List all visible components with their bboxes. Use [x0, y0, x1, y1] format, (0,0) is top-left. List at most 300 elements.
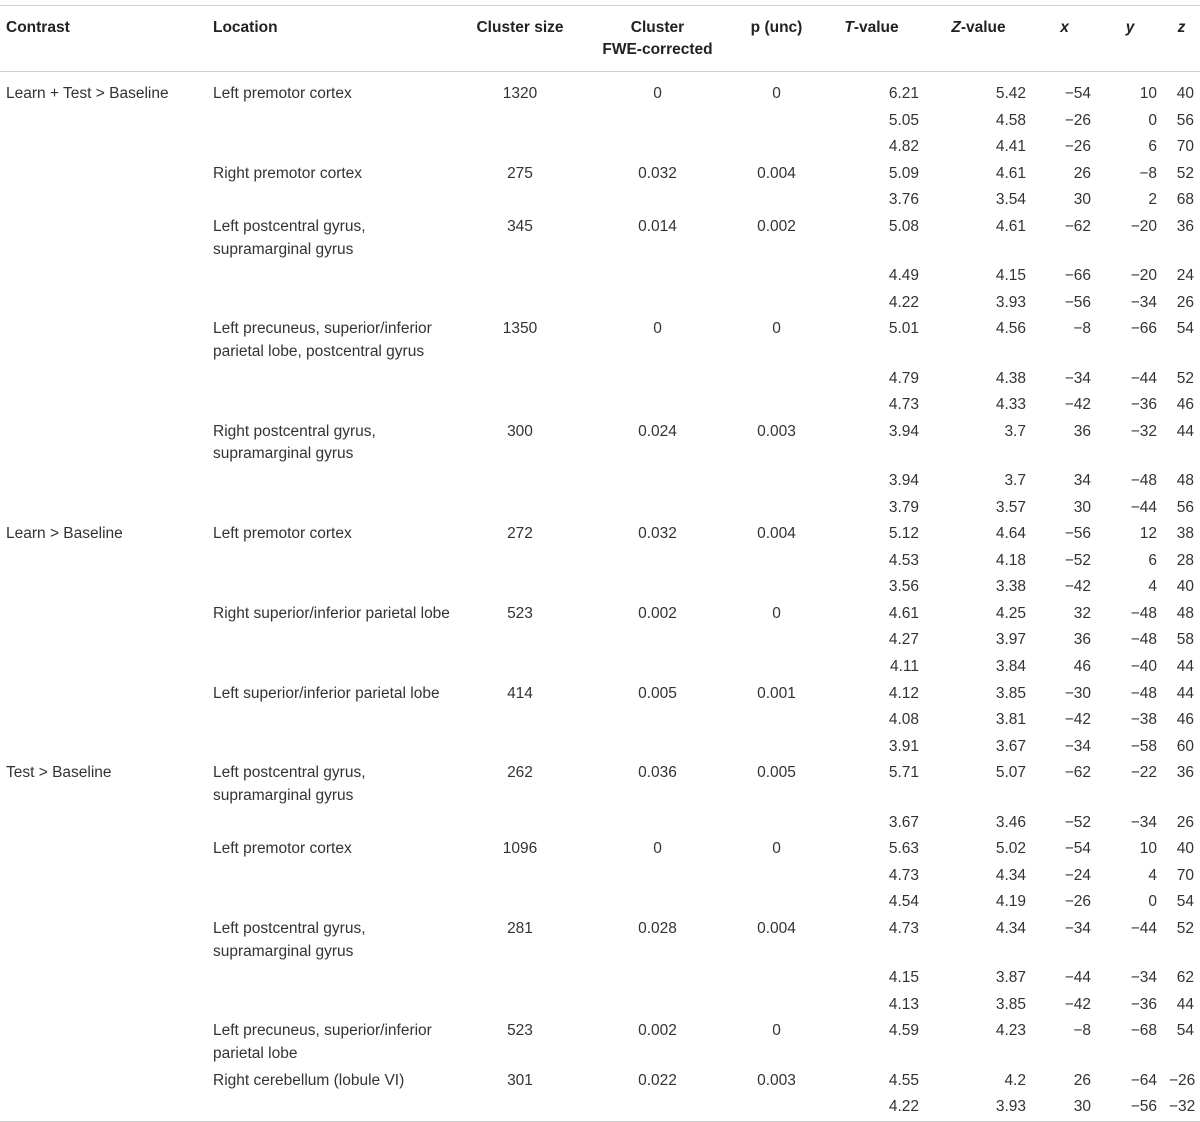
cell-t-value: 4.27	[888, 631, 919, 649]
table-row	[0, 916, 1200, 965]
cell-cluster-size: 300	[507, 422, 533, 440]
cell-p-unc	[735, 734, 818, 761]
cell-z-value: 3.7	[1004, 471, 1026, 489]
cell-cluster-fwe: 0.024	[638, 422, 677, 440]
cell-contrast	[0, 134, 207, 161]
cell-location	[207, 707, 460, 734]
cell-y: −34	[1130, 969, 1157, 987]
header-p-unc: p (unc)	[750, 19, 803, 36]
cell-x: −24	[1064, 866, 1091, 884]
cell-cluster-fwe	[580, 187, 735, 214]
cell-x: −52	[1064, 813, 1091, 831]
cell-p-unc	[735, 548, 818, 575]
cell-contrast	[0, 366, 207, 393]
table-row	[0, 468, 1200, 495]
table-row	[0, 161, 1200, 188]
cell-location: Right premotor cortex	[213, 164, 363, 182]
cell-contrast	[0, 108, 207, 135]
cell-contrast	[0, 1068, 207, 1095]
cell-contrast: Learn > Baseline	[6, 525, 123, 543]
cell-x: −56	[1064, 525, 1091, 543]
cell-t-value: 3.91	[888, 737, 919, 755]
cell-z-value: 4.2	[1004, 1071, 1026, 1089]
cell-z: 40	[1176, 85, 1194, 102]
table-row	[0, 992, 1200, 1019]
cell-t-value: 4.22	[888, 293, 919, 311]
cell-cluster-fwe: 0	[653, 840, 662, 858]
cell-cluster-size	[460, 734, 580, 761]
cell-cluster-fwe	[580, 495, 735, 522]
results-table-container	[0, 5, 1200, 1122]
cell-z-value: 5.02	[995, 840, 1026, 858]
cell-x: −8	[1073, 1022, 1091, 1040]
cell-cluster-fwe	[580, 290, 735, 317]
cell-contrast	[0, 965, 207, 992]
cell-cluster-fwe	[580, 1094, 735, 1121]
cell-contrast	[0, 316, 207, 365]
cell-z: 54	[1176, 320, 1194, 338]
cell-x: 36	[1073, 631, 1091, 649]
cell-x: −62	[1064, 217, 1091, 235]
cell-z: 62	[1176, 969, 1194, 987]
cell-y: 4	[1148, 578, 1157, 596]
cell-t-value: 4.22	[888, 1098, 919, 1116]
cell-location	[207, 889, 460, 916]
cell-location: Right cerebellum (lobule VI)	[213, 1071, 405, 1089]
cell-location: Left postcentral gyrus, supramarginal gyrus	[213, 920, 366, 960]
cell-location: Left premotor cortex	[213, 525, 352, 543]
cell-cluster-fwe	[580, 108, 735, 135]
cell-t-value: 4.08	[888, 711, 919, 729]
table-row	[0, 1068, 1200, 1095]
cell-z-value: 5.42	[995, 85, 1026, 102]
table-row	[0, 889, 1200, 916]
cell-p-unc: 0.004	[757, 525, 796, 543]
cell-y: −38	[1130, 711, 1157, 729]
cell-location	[207, 965, 460, 992]
cell-t-value: 5.71	[888, 764, 919, 782]
cell-x: 30	[1073, 191, 1091, 209]
cell-p-unc	[735, 654, 818, 681]
cell-y: −44	[1130, 498, 1157, 516]
cell-y: 12	[1139, 525, 1157, 543]
cell-x: 32	[1073, 604, 1091, 622]
header-location: Location	[213, 19, 278, 36]
cell-cluster-fwe: 0.005	[638, 684, 677, 702]
cell-x: 36	[1073, 422, 1091, 440]
cell-location: Left precuneus, superior/inferior parietal lobe	[213, 1022, 432, 1062]
cell-contrast: Learn + Test > Baseline	[6, 85, 169, 102]
cell-cluster-fwe: 0.014	[638, 217, 677, 235]
cell-z: 40	[1176, 578, 1194, 596]
cell-cluster-size	[460, 627, 580, 654]
table-header	[0, 6, 1200, 72]
cell-p-unc: 0.003	[757, 1071, 796, 1089]
cell-x: −56	[1064, 293, 1091, 311]
cell-z: 44	[1176, 684, 1194, 702]
cell-z: 24	[1176, 267, 1194, 285]
cell-z: 48	[1176, 604, 1194, 622]
cell-t-value: 4.73	[888, 396, 919, 414]
cell-cluster-size: 523	[507, 1022, 533, 1040]
cell-z-value: 3.97	[995, 631, 1026, 649]
cell-z-value: 3.93	[995, 293, 1026, 311]
cell-contrast	[0, 495, 207, 522]
header-x: x	[1060, 19, 1069, 36]
cell-p-unc: 0.004	[757, 164, 796, 182]
cell-cluster-fwe	[580, 392, 735, 419]
cell-z-value: 3.46	[995, 813, 1026, 831]
cell-x: −30	[1064, 684, 1091, 702]
table-row	[0, 366, 1200, 393]
cell-location	[207, 574, 460, 601]
cell-contrast	[0, 574, 207, 601]
cell-y: −44	[1130, 369, 1157, 387]
cell-cluster-fwe: 0	[653, 320, 662, 338]
cell-cluster-size: 301	[507, 1071, 533, 1089]
header-t-suffix: -value	[853, 19, 899, 36]
cell-cluster-size	[460, 1094, 580, 1121]
cell-z-value: 4.38	[995, 369, 1026, 387]
cell-contrast	[0, 214, 207, 263]
cell-contrast	[0, 992, 207, 1019]
cell-contrast	[0, 916, 207, 965]
cell-t-value: 5.05	[888, 111, 919, 129]
cell-x: −42	[1064, 578, 1091, 596]
cell-z-value: 4.34	[995, 920, 1026, 937]
header-t-symbol: T	[844, 19, 854, 36]
cell-y: −68	[1130, 1022, 1157, 1040]
cell-location	[207, 548, 460, 575]
cell-contrast	[0, 836, 207, 863]
cell-x: −34	[1064, 737, 1091, 755]
cell-t-value: 3.94	[888, 422, 919, 440]
cell-cluster-size	[460, 889, 580, 916]
cell-cluster-fwe	[580, 654, 735, 681]
cell-z-value: 3.57	[995, 498, 1026, 516]
cell-z: 44	[1176, 658, 1194, 676]
cell-x: −34	[1064, 920, 1091, 937]
cell-location	[207, 627, 460, 654]
cell-z-value: 5.07	[995, 764, 1026, 782]
cell-cluster-size	[460, 263, 580, 290]
cell-z: 36	[1176, 217, 1194, 235]
cell-z-value: 4.15	[995, 267, 1026, 285]
cell-z: 54	[1176, 893, 1194, 911]
cell-cluster-size: 1320	[502, 85, 538, 102]
table-row	[0, 627, 1200, 654]
cell-cluster-fwe	[580, 734, 735, 761]
cell-x: −42	[1064, 995, 1091, 1013]
cell-z: 40	[1176, 840, 1194, 858]
cell-t-value: 4.59	[888, 1022, 919, 1040]
table-row	[0, 601, 1200, 628]
cell-cluster-size	[460, 548, 580, 575]
cell-t-value: 4.73	[888, 866, 919, 884]
table-row	[0, 1018, 1200, 1067]
cell-p-unc	[735, 889, 818, 916]
cell-y: −34	[1130, 293, 1157, 311]
cell-t-value: 3.76	[888, 191, 919, 209]
table-row	[0, 836, 1200, 863]
cell-location: Left postcentral gyrus, supramarginal gyrus	[213, 217, 366, 258]
cell-x: 46	[1073, 658, 1091, 676]
cell-p-unc	[735, 187, 818, 214]
cell-p-unc: 0	[772, 320, 781, 338]
cell-z-value: 3.87	[995, 969, 1026, 987]
cell-cluster-size: 272	[507, 525, 533, 543]
cell-z-value: 3.67	[995, 737, 1026, 755]
cell-location	[207, 468, 460, 495]
cell-z: 52	[1176, 164, 1194, 182]
cell-z-value: 3.85	[995, 684, 1026, 702]
cell-t-value: 5.09	[888, 164, 919, 182]
cell-x: −66	[1064, 267, 1091, 285]
cell-p-unc	[735, 863, 818, 890]
cell-p-unc	[735, 965, 818, 992]
cell-cluster-fwe: 0.036	[638, 764, 677, 782]
cell-z: −32	[1169, 1098, 1196, 1116]
cell-p-unc	[735, 392, 818, 419]
cell-location	[207, 392, 460, 419]
cell-z: 54	[1176, 1022, 1194, 1040]
cell-y: −20	[1130, 267, 1157, 285]
table-row	[0, 263, 1200, 290]
cell-y: 2	[1148, 191, 1157, 209]
cell-t-value: 4.12	[888, 684, 919, 702]
cell-contrast	[0, 187, 207, 214]
cell-y: −56	[1130, 1098, 1157, 1116]
table-row	[0, 419, 1200, 468]
cell-z-value: 3.7	[1004, 422, 1026, 440]
cell-location	[207, 108, 460, 135]
cell-cluster-size	[460, 468, 580, 495]
cell-t-value: 4.53	[888, 551, 919, 569]
cell-x: 26	[1073, 164, 1091, 182]
cell-location: Right postcentral gyrus, supramarginal gyrus	[213, 422, 376, 463]
cell-x: 30	[1073, 1098, 1091, 1116]
cell-location	[207, 263, 460, 290]
cell-location: Left postcentral gyrus, supramarginal gyrus	[213, 764, 366, 805]
table-row	[0, 574, 1200, 601]
cell-contrast	[0, 654, 207, 681]
table-row	[0, 734, 1200, 761]
cell-p-unc	[735, 495, 818, 522]
cell-p-unc	[735, 707, 818, 734]
cell-z: −26	[1169, 1071, 1196, 1089]
cell-contrast	[0, 1094, 207, 1121]
cell-location: Left premotor cortex	[213, 840, 352, 858]
cell-y: −8	[1139, 164, 1157, 182]
cell-p-unc: 0	[772, 840, 781, 858]
cell-p-unc	[735, 290, 818, 317]
table-row	[0, 214, 1200, 263]
cell-cluster-size	[460, 290, 580, 317]
cell-t-value: 4.82	[888, 138, 919, 156]
cell-t-value: 4.73	[888, 920, 919, 937]
header-y: y	[1125, 19, 1135, 36]
cell-x: −42	[1064, 711, 1091, 729]
cell-y: −48	[1130, 604, 1157, 622]
cell-cluster-size	[460, 134, 580, 161]
cell-p-unc	[735, 263, 818, 290]
cell-cluster-fwe	[580, 863, 735, 890]
table-row	[0, 134, 1200, 161]
cell-z: 26	[1176, 293, 1194, 311]
cell-t-value: 4.13	[888, 995, 919, 1013]
cell-location	[207, 1094, 460, 1121]
cell-z: 52	[1176, 369, 1194, 387]
cell-y: −64	[1130, 1071, 1157, 1089]
cell-location: Left premotor cortex	[213, 85, 352, 102]
cell-cluster-fwe	[580, 134, 735, 161]
cell-z-value: 4.34	[995, 866, 1026, 884]
cell-p-unc	[735, 992, 818, 1019]
cell-y: −36	[1130, 995, 1157, 1013]
header-cluster-fwe-line2: FWE-corrected	[602, 41, 713, 58]
cell-t-value: 5.08	[888, 217, 919, 235]
cell-p-unc	[735, 810, 818, 837]
cell-t-value: 5.01	[888, 320, 919, 338]
cell-cluster-fwe: 0	[653, 85, 662, 102]
cell-contrast	[0, 161, 207, 188]
table-row	[0, 707, 1200, 734]
cell-contrast	[0, 392, 207, 419]
cell-y: −36	[1130, 396, 1157, 414]
cell-z-value: 3.85	[995, 995, 1026, 1013]
cell-y: −44	[1130, 920, 1157, 937]
table-row	[0, 681, 1200, 708]
cell-y: 0	[1148, 111, 1157, 129]
cell-location	[207, 290, 460, 317]
cell-x: −62	[1064, 764, 1091, 782]
cell-y: −48	[1130, 471, 1157, 489]
cell-t-value: 3.79	[888, 498, 919, 516]
header-z-value	[925, 6, 1032, 72]
cell-p-unc	[735, 366, 818, 393]
cell-contrast	[0, 601, 207, 628]
cell-cluster-size	[460, 707, 580, 734]
cell-cluster-size	[460, 366, 580, 393]
cell-t-value: 3.94	[888, 471, 919, 489]
cell-cluster-fwe: 0.022	[638, 1071, 677, 1089]
cell-p-unc: 0.005	[757, 764, 796, 782]
cell-x: −52	[1064, 551, 1091, 569]
cell-z-value: 4.18	[995, 551, 1026, 569]
cell-cluster-size	[460, 574, 580, 601]
cell-z: 56	[1176, 498, 1194, 516]
cell-contrast	[0, 707, 207, 734]
cell-x: −44	[1064, 969, 1091, 987]
cell-cluster-size: 281	[507, 920, 533, 937]
cell-x: −26	[1064, 138, 1091, 156]
table-row	[0, 290, 1200, 317]
cell-cluster-fwe	[580, 548, 735, 575]
cell-y: 4	[1148, 866, 1157, 884]
cell-p-unc: 0	[772, 1022, 781, 1040]
cell-y: 6	[1148, 138, 1157, 156]
cell-cluster-fwe	[580, 889, 735, 916]
cell-cluster-fwe: 0.002	[638, 604, 677, 622]
cell-z: 44	[1176, 422, 1194, 440]
cell-y: −66	[1130, 320, 1157, 338]
cell-z-value: 4.64	[995, 525, 1026, 543]
cell-z: 58	[1176, 631, 1194, 649]
table-row	[0, 392, 1200, 419]
cell-t-value: 4.15	[888, 969, 919, 987]
cell-location	[207, 734, 460, 761]
cell-location	[207, 134, 460, 161]
cell-t-value: 4.55	[888, 1071, 919, 1089]
cell-cluster-fwe: 0.028	[638, 920, 677, 937]
table-row	[0, 654, 1200, 681]
cell-location: Right superior/inferior parietal lobe	[213, 604, 450, 622]
cell-z: 44	[1176, 995, 1194, 1013]
cell-z: 70	[1176, 138, 1194, 156]
cell-cluster-size	[460, 108, 580, 135]
table-row	[0, 495, 1200, 522]
cell-z-value: 4.56	[995, 320, 1026, 338]
cell-z-value: 3.81	[995, 711, 1026, 729]
cell-cluster-size	[460, 187, 580, 214]
cell-z-value: 4.19	[995, 893, 1026, 911]
cell-z-value: 4.25	[995, 604, 1026, 622]
cell-y: −58	[1130, 737, 1157, 755]
cell-z-value: 3.54	[995, 191, 1026, 209]
cell-p-unc	[735, 108, 818, 135]
cell-t-value: 3.67	[888, 813, 919, 831]
cell-cluster-size: 523	[507, 604, 533, 622]
cell-y: −40	[1130, 658, 1157, 676]
cell-x: −26	[1064, 111, 1091, 129]
cell-p-unc	[735, 468, 818, 495]
cell-x: −26	[1064, 893, 1091, 911]
cell-location	[207, 810, 460, 837]
table-body	[0, 72, 1200, 1122]
cell-cluster-size: 414	[507, 684, 533, 702]
table-row	[0, 965, 1200, 992]
cell-t-value: 4.54	[888, 893, 919, 911]
cell-y: −22	[1130, 764, 1157, 782]
table-row	[0, 108, 1200, 135]
table-row	[0, 863, 1200, 890]
cell-z: 48	[1176, 471, 1194, 489]
table-row	[0, 187, 1200, 214]
cell-z: 70	[1176, 866, 1194, 884]
header-cluster-fwe-line1: Cluster	[630, 19, 685, 36]
cell-contrast	[0, 810, 207, 837]
cell-cluster-fwe	[580, 965, 735, 992]
cell-x: 26	[1073, 1071, 1091, 1089]
cell-z-value: 4.23	[995, 1022, 1026, 1040]
cell-y: 10	[1139, 840, 1157, 858]
cell-z-value: 3.93	[995, 1098, 1026, 1116]
cell-t-value: 4.61	[888, 604, 919, 622]
cell-x: 34	[1073, 471, 1091, 489]
cell-p-unc	[735, 1094, 818, 1121]
cell-location	[207, 187, 460, 214]
cell-z: 26	[1176, 813, 1194, 831]
cell-cluster-size: 262	[507, 764, 533, 782]
cell-location	[207, 863, 460, 890]
cell-contrast	[0, 548, 207, 575]
cell-y: −48	[1130, 684, 1157, 702]
cell-z-value: 4.61	[995, 164, 1026, 182]
cell-t-value: 5.63	[888, 840, 919, 858]
cell-location: Left superior/inferior parietal lobe	[213, 684, 440, 702]
cell-x: −54	[1064, 85, 1091, 102]
cell-cluster-size: 1096	[502, 840, 538, 858]
